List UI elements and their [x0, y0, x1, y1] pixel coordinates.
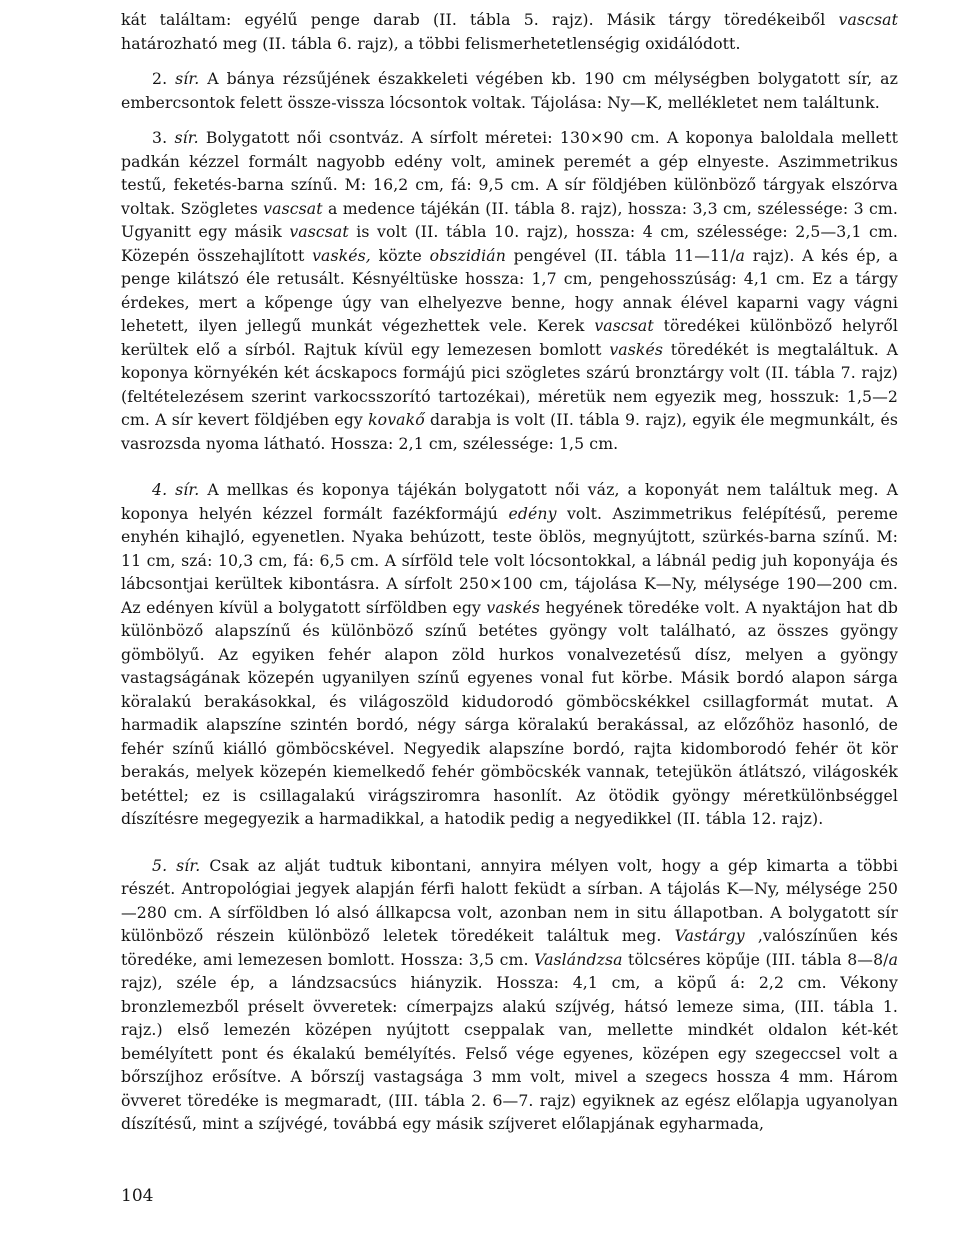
italic-term: sír.	[174, 128, 199, 147]
italic-term: 4. sír.	[152, 480, 200, 499]
text-run: közte	[370, 245, 430, 265]
paragraph-grave-4	[121, 478, 898, 831]
text-run: Csak az alját tudtuk kibontani, annyira mélyen volt, hogy a gép kimarta a többi részét. Antropológiai jegyek alapján férfi halott feküdt a sírban. A tájolás K—Ny, mélysége 250—280 cm. A sírföldben ló alsó állkapcsa volt, azonban nem in situ állapotban. A bolygatott sír különböző részein különböző leletek töredékeit találtuk meg.	[121, 855, 899, 945]
italic-term: vaskés,	[312, 245, 371, 265]
page-number: 104	[121, 1186, 154, 1206]
italic-term: vascsat	[838, 10, 898, 29]
paragraph-grave-3	[121, 126, 898, 455]
italic-term: vascsat	[289, 222, 349, 241]
text-run: 3.	[152, 128, 175, 147]
text-run: Bolygatott női csontváz. A sírfolt méretei: 130×90 cm. A koponya baloldala mellett padkán kézzel formált nagyobb edény volt, aminek peremét a gép elnyeste. Aszimmetrikus testű, feketés-barna színű. M: 16,2 cm, fá: 9,5 cm. A sír földjében különböző tárgyak elszórva voltak. Szögletes	[121, 128, 898, 218]
text-run: rajz), széle ép, a lándzsacsúcs hiányzik. Hossza: 4,1 cm, a köpű á: 2,2 cm. Vékony bronzlemezből préselt övveretek: címerpajzs alakú szíjvég, hátsó lemeze sima, (III. tábla 1. rajz.) első lemezén középen nyújtott cseppalak van, mellette mindkét oldalon két-két bemélyített pont és ékalakú bemélyítés. Felső vége egyenes, középen egy szegeccsel volt a bőrszíjhoz erősítve. A bőrszíj vastagsága 3 mm volt, mivel a szegecs hossza 4 mm. Három övveret töredéke is megmaradt, (III. tábla 2. 6—7. rajz) egyiknek az egész előlapja ugyanolyan díszítésű, mint a szíjvégé, továbbá egy másik szíjveret előlapjának egyharmada,	[121, 973, 898, 1133]
italic-term: vaskés	[486, 597, 541, 617]
italic-term: edény	[508, 503, 557, 523]
text-run: hegyének töredéke volt. A nyaktájon hat db különböző alapszínű és különböző színű betétes gyöngy volt található, az összes gyöngy gömbölyű. Az egyiken fehér alapon zöld hurkos vonalvezetésű dísz, melyen a gyöngy vastagságának közepén ugyanilyen színű egyenes vonal fut körbe. Másik bordó alapon sárga köralakú berakásokkal, és világoszöld kidudorodó gömböcskékkel csillagformát mutat. A harmadik alapszíne szintén bordó, négy sárga köralakú berakással, az előzőhöz hasonló, de fehér színű kiálló gömböcskével. Negyedik alapszíne bordó, rajta kidomborodó fehér öt kör berakás, melyek közepén kiemelkedő fehér gömböcskék vannak, tetejükön átlátszó, világoskék betéttel; ez is csillagalakú virágsziromra hasonlít. Az ötödik gyöngy méretkülönbséggel díszítésre megegyezik a harmadikkal, a hatodik pedig a negyedikkel (II. tábla 12. rajz).	[121, 597, 898, 828]
text-run: 2.	[152, 69, 176, 88]
italic-term: vascsat	[263, 198, 323, 218]
text-run: kát találtam: egyélű penge darab (II. tábla 5. rajz). Másik tárgy töredékeiből	[121, 10, 839, 29]
text-run: töredékét is megtaláltuk. A koponya környékén két ácskapocs formájú pici szögletes szárú bronztárgy volt (II. tábla 7. rajz) (feltételezésem szerint varkocsszorító tartozékai), méretük nem egyezik meg, hosszuk: 1,5—2 cm. A sír kevert földjében egy	[121, 339, 898, 429]
text-run: A mellkas és koponya tájékán bolygatott női váz, a koponyát nem találtuk meg. A koponya helyén kézzel formált fazékformájú	[121, 480, 898, 523]
text-run: rajz). A kés ép, a penge kilátszó éle retusált. Késnyéltüske hossza: 1,7 cm, pengehosszúság: 4,1 cm. Ez a tárgy érdekes, mert a kőpenge úgy van elhelyezve benne, hogy annak élével kaparni vagy vágni lehetett, ilyen jellegű munkát végezhettek vele. Kerek	[121, 245, 898, 335]
text-run: a medence tájékán (II. tábla 8. rajz), hossza: 3,3 cm, szélessége: 3 cm. Ugyanitt egy másik	[121, 198, 898, 241]
text-run: darabja is volt (II. tábla 9. rajz), egyik éle megmunkált, és vasrozsda nyoma látható. Hossza: 2,1 cm, szélessége: 1,5 cm.	[121, 410, 898, 453]
italic-term: a	[735, 245, 745, 265]
paragraph-continuation	[121, 8, 898, 55]
text-run: töredékei különböző helyről kerültek elő a sírból. Rajtuk kívül egy lemezesen bomlott	[121, 316, 898, 359]
italic-term: vaskés	[609, 339, 664, 359]
text-run: A bánya rézsűjének északkeleti végében kb. 190 cm mélységben bolygatott sír, az embercsontok felett össze-vissza lócsontok voltak. Tájolása: Ny—K, mellékletet nem találtunk.	[121, 69, 898, 112]
text-run: ,valószínűen kés töredéke, ami lemezesen bomlott. Hossza: 3,5 cm.	[121, 926, 899, 969]
document-body	[121, 8, 898, 1136]
paragraph-grave-5	[121, 854, 898, 1136]
italic-term: a	[888, 949, 899, 969]
italic-term: Vaslándzsa	[534, 949, 623, 969]
italic-term: kovakő	[368, 410, 425, 429]
paragraph-grave-2	[121, 67, 898, 114]
italic-term: vascsat	[594, 316, 654, 335]
italic-term: Vastárgy	[674, 926, 745, 945]
text-run: határozható meg (II. tábla 6. rajz), a többi felismerhetetlenségig oxidálódott.	[121, 33, 741, 53]
text-run: pengével (II. tábla 11—11/	[505, 245, 736, 265]
text-run: tölcséres köpűje (III. tábla 8—8/	[622, 949, 889, 969]
text-run: is volt (II. tábla 10. rajz), hossza: 4 cm, szélessége: 2,5—3,1 cm. Közepén összehajlított	[121, 222, 898, 265]
italic-term: sír.	[175, 69, 200, 88]
italic-term: obszidián	[429, 245, 506, 265]
text-run: volt. Aszimmetrikus felépítésű, pereme enyhén kihajló, egyenetlen. Nyaka behúzott, teste öblös, megnyújtott, szürkés-barna színű. M: 11 cm, szá: 10,3 cm, fá: 6,5 cm. A sírföld tele volt lócsontokkal, a lábnál pedig juh koponyája és lábcsontjai kerültek kibontásra. A sírfolt 250×100 cm, tájolása K—Ny, mélysége 190—200 cm. Az edényen kívül a bolygatott sírföldben egy	[121, 503, 898, 617]
italic-term: 5. sír.	[152, 855, 201, 875]
